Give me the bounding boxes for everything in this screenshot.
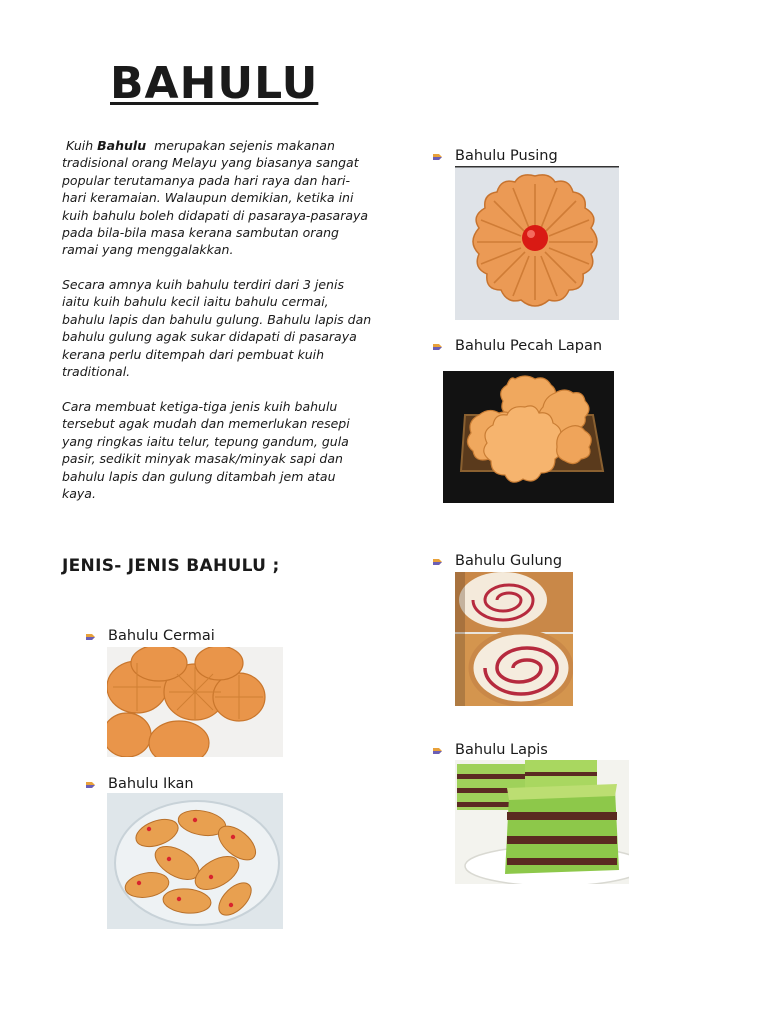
bahulu-pecah-lapan-photo xyxy=(443,371,614,503)
bullet-label: Bahulu Lapis xyxy=(455,742,548,758)
bullet-label: Bahulu Pusing xyxy=(455,148,558,164)
section-heading: JENIS- JENIS BAHULU ; xyxy=(62,556,280,576)
bullet-icon xyxy=(86,632,95,641)
intro-paragraph xyxy=(62,137,372,259)
bullet-icon xyxy=(433,746,442,755)
bahulu-lapis-photo xyxy=(455,760,629,884)
bullet-bahulu-lapis xyxy=(433,742,548,758)
bullet-bahulu-pecah-lapan xyxy=(433,338,602,354)
bullet-icon xyxy=(86,780,95,789)
bullet-icon xyxy=(433,342,442,351)
bullet-icon xyxy=(433,152,442,161)
bullet-bahulu-ikan xyxy=(86,776,194,792)
bahulu-pusing-photo xyxy=(455,166,619,320)
bullet-label: Bahulu Ikan xyxy=(108,776,194,792)
bullet-label: Bahulu Cermai xyxy=(108,628,215,644)
bahulu-ikan-photo xyxy=(107,793,283,929)
intro-bold-term: Bahulu xyxy=(97,138,147,153)
page-title: BAHULU xyxy=(110,58,319,109)
intro-lead: Kuih xyxy=(65,138,94,153)
types-paragraph: Secara amnya kuih bahulu terdiri dari 3 jenis iaitu kuih bahulu kecil iaitu bahulu cermai, bahulu lapis dan bahulu gulung. Bahulu lapis dan bahulu gulung agak sukar didapati di pasaraya kerana perlu ditempah dari pembuat kuih traditional. xyxy=(62,277,372,380)
intro-rest: merupakan sejenis makanan tradisional orang Melayu yang biasanya sangat popular terutamanya pada hari raya dan hari-hari keramaian. Walaupun demikian, ketika ini kuih bahulu boleh didapati di pasaraya-pasaraya pada bila-bila masa kerana sambutan orang ramai yang menggalakkan. xyxy=(62,138,369,258)
bahulu-gulung-photo xyxy=(455,572,573,706)
bullet-bahulu-cermai xyxy=(86,628,215,644)
bullet-icon xyxy=(433,557,442,566)
bullet-label: Bahulu Gulung xyxy=(455,553,563,569)
bullet-bahulu-gulung xyxy=(433,553,562,569)
bahulu-cermai-photo xyxy=(107,647,283,757)
recipe-paragraph: Cara membuat ketiga-tiga jenis kuih bahulu tersebut agak mudah dan memerlukan resepi yang ringkas iaitu telur, tepung gandum, gula pasir, sedikit minyak masak/minyak sapi dan bahulu lapis dan gulung ditambah jem atau kaya. xyxy=(62,399,350,502)
bullet-bahulu-pusing xyxy=(433,148,558,164)
bullet-label: Bahulu Pecah Lapan xyxy=(455,338,603,354)
